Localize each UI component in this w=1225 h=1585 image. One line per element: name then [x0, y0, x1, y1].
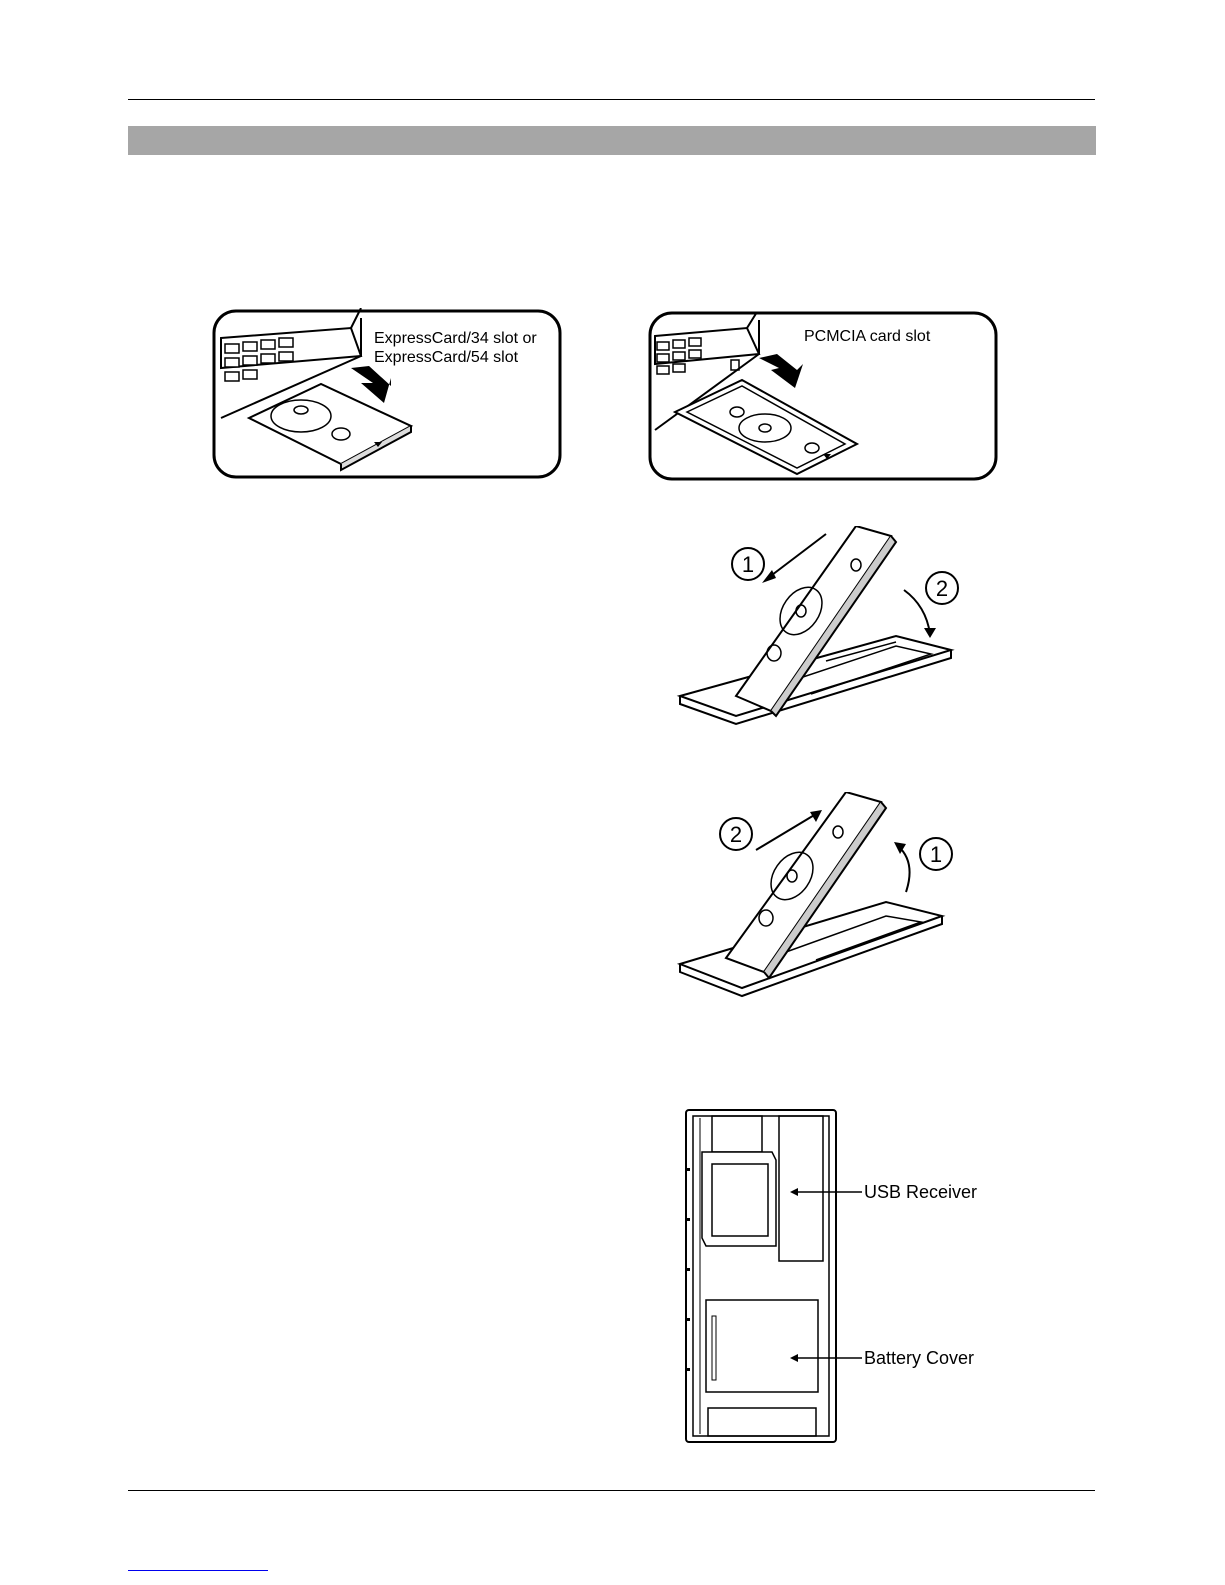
expresscard-label-line2: ExpressCard/54 slot [374, 349, 519, 366]
battery-cover-label: Battery Cover [864, 1348, 975, 1368]
pcmcia-slot-figure [647, 310, 999, 482]
remove-step2-number: 2 [935, 576, 949, 601]
insert-step2-number: 2 [729, 822, 743, 847]
insert-step1-number: 1 [929, 842, 943, 867]
usb-receiver-label: USB Receiver [864, 1182, 978, 1202]
section-title-bar [128, 126, 1096, 155]
insert-into-holder-figure [676, 792, 976, 1014]
back-view-figure [684, 1108, 1004, 1444]
pcmcia-label: PCMCIA card slot [804, 328, 931, 345]
remove-step1-number: 1 [741, 552, 755, 577]
expresscard-slot-figure [211, 308, 563, 480]
remove-from-holder-figure [676, 526, 976, 744]
expresscard-label-line1: ExpressCard/34 slot or [374, 330, 537, 347]
footer-link-underline[interactable] [128, 1570, 268, 1571]
header-rule [128, 99, 1095, 100]
footer-rule [128, 1490, 1095, 1491]
